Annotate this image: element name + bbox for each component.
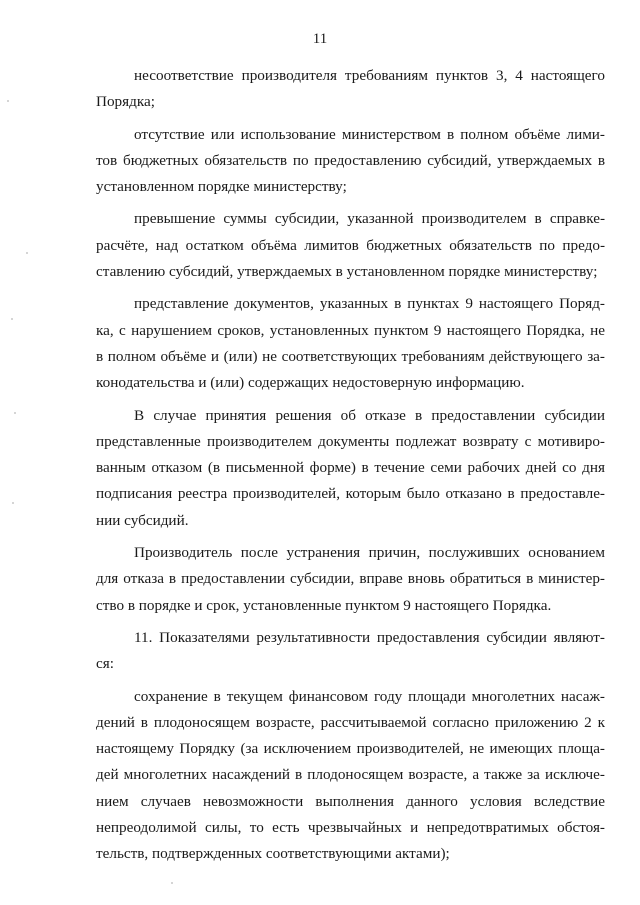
paragraph	[96, 540, 605, 619]
text-line: ство в порядке и срок, установленные пунктом 9 настоящего Порядка.	[96, 596, 552, 614]
text-line: дений в плодоносящем возрасте, рассчитываемой согласно приложению 2 к	[96, 713, 605, 731]
paragraph	[96, 206, 605, 285]
text-line: ставлению субсидий, утверждаемых в установленном порядке министерству;	[96, 263, 598, 281]
page-number: 11	[312, 31, 328, 47]
paragraph	[96, 291, 605, 396]
scan-speck	[171, 882, 173, 884]
text-line: ванным отказом (в письменной форме) в течение семи рабочих дней со дня	[96, 459, 605, 477]
text-line: ка, с нарушением сроков, установленных пунктом 9 настоящего Порядка, не	[96, 321, 605, 339]
text-line: нием случаев невозможности выполнения данного условия вследствие	[96, 792, 605, 810]
text-line: Производитель после устранения причин, послуживших основанием	[134, 544, 605, 562]
text-line: Порядка;	[96, 93, 155, 111]
text-line: подписания реестра производителей, которым было отказано в предоставле-	[96, 485, 605, 503]
text-line: тов бюджетных обязательств по предоставлению субсидий, утверждаемых в	[96, 151, 605, 169]
text-line: расчёте, над остатком объёма лимитов бюджетных обязательств по предо-	[96, 236, 605, 254]
text-line: конодательства и (или) содержащих недостоверную информацию.	[96, 374, 525, 392]
text-line: для отказа в предоставлении субсидии, вправе вновь обратиться в министер-	[96, 570, 605, 588]
text-line: сохранение в текущем финансовом году площади многолетних насаж-	[134, 687, 605, 705]
text-line: представление документов, указанных в пунктах 9 настоящего Поряд-	[134, 295, 605, 313]
paragraph	[96, 122, 605, 201]
document-body	[96, 63, 605, 868]
paragraph	[96, 63, 605, 116]
text-line: нии субсидий.	[96, 511, 189, 529]
text-line: представленные производителем документы подлежат возврату с мотивиро-	[96, 432, 605, 450]
scan-speck	[12, 502, 14, 504]
text-line: отсутствие или использование министерством в полном объёме лими-	[134, 125, 605, 143]
text-line: 11. Показателями результативности предоставления субсидии являют-	[134, 628, 605, 646]
scan-speck	[7, 100, 9, 102]
text-line: несоответствие производителя требованиям пунктов 3, 4 настоящего	[134, 67, 605, 84]
text-line: превышение суммы субсидии, указанной производителем в справке-	[134, 210, 605, 228]
scan-speck	[11, 318, 13, 320]
text-line: ся:	[96, 655, 114, 673]
text-line: установленном порядке министерству;	[96, 178, 347, 196]
paragraph	[96, 403, 605, 534]
paragraph	[96, 625, 605, 678]
paragraph	[96, 684, 605, 868]
text-line: настоящему Порядку (за исключением производителей, не имеющих площа-	[96, 740, 605, 758]
text-line: дей многолетних насаждений в плодоносящем возрасте, а также за исключе-	[96, 766, 605, 784]
text-line: в полном объёме и (или) не соответствующих требованиям действующего за-	[96, 347, 605, 365]
text-line: непреодолимой силы, то есть чрезвычайных и непредотвратимых обстоя-	[96, 819, 605, 837]
text-line: В случае принятия решения об отказе в предоставлении субсидии	[134, 406, 605, 424]
scan-speck	[14, 412, 16, 414]
scan-speck	[26, 252, 28, 254]
text-line: тельств, подтвержденных соответствующими актами);	[96, 845, 450, 863]
